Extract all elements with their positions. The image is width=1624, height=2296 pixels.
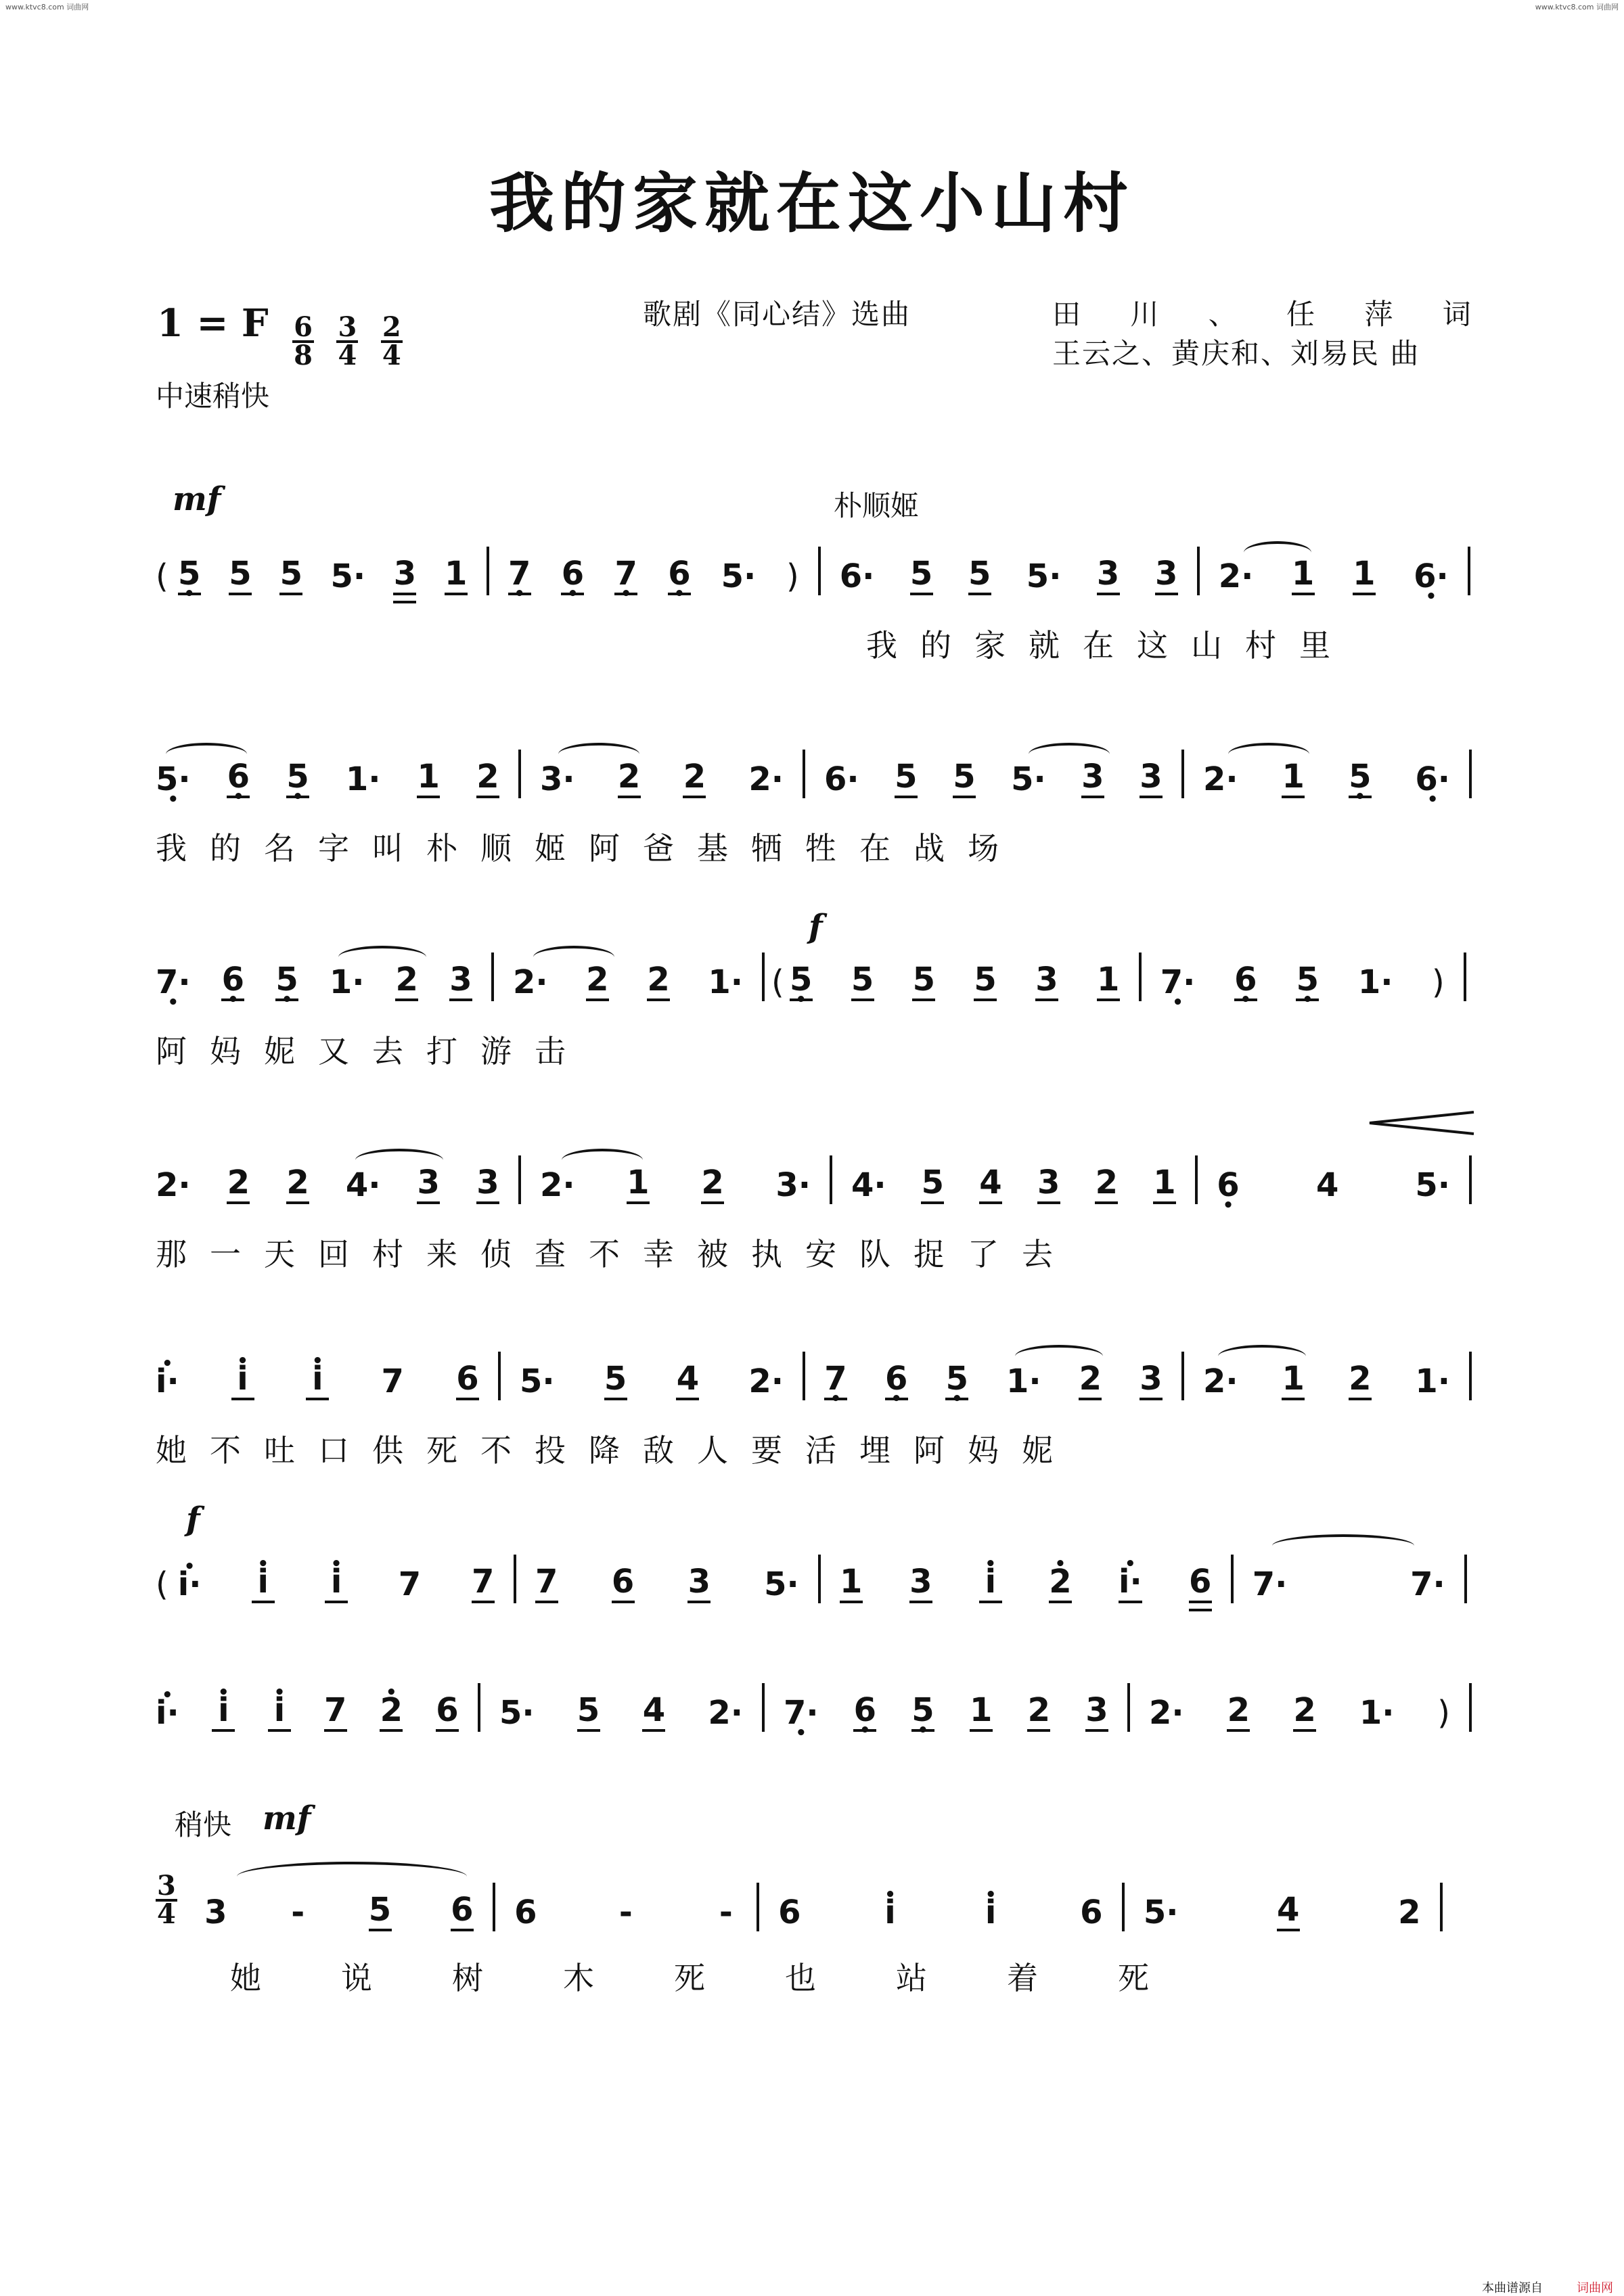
note: 2 bbox=[1095, 1164, 1118, 1204]
note: 5 • bbox=[945, 1360, 968, 1400]
bar-6-4 bbox=[1234, 1555, 1467, 1603]
repeat-paren-close: ) bbox=[1431, 963, 1445, 1001]
note: 1· bbox=[708, 963, 743, 1001]
bar-7-3 bbox=[765, 1683, 1130, 1732]
note: 1 bbox=[1097, 961, 1120, 1001]
note: • i bbox=[979, 1893, 1002, 1931]
note: 2 bbox=[476, 758, 499, 798]
bar-7-1 bbox=[156, 1683, 480, 1732]
note: 2· bbox=[748, 760, 784, 798]
song-title: 我的家就在这小山村 bbox=[489, 165, 1135, 242]
meter-3-4: $\frac{3}{4}$ bbox=[338, 311, 357, 371]
dynamic-f-2: f bbox=[186, 1500, 200, 1538]
slur bbox=[1244, 541, 1311, 564]
note: 3 bbox=[1081, 758, 1104, 798]
lyrics-row-5: 她不吐口供死不投降敌人要活埋阿妈妮 bbox=[156, 1432, 1076, 1469]
note: 2 bbox=[395, 961, 418, 1001]
note: 3 bbox=[1155, 555, 1178, 595]
note: • i bbox=[252, 1563, 275, 1603]
note: 7 • bbox=[508, 555, 531, 595]
note: 6· • bbox=[1414, 557, 1449, 595]
note: 6 bbox=[456, 1360, 479, 1400]
slur bbox=[558, 743, 639, 766]
lyrics-row-3: 阿妈妮又去打游击 bbox=[156, 1033, 589, 1070]
note: 4 bbox=[642, 1691, 665, 1732]
note: 4 bbox=[676, 1360, 699, 1400]
note: 2 bbox=[586, 961, 609, 1001]
note: 1 bbox=[1153, 1164, 1176, 1204]
note: 1 bbox=[1353, 555, 1376, 595]
note: 6 • bbox=[1234, 961, 1257, 1001]
source-opera: 歌剧《同心结》选曲 bbox=[643, 298, 911, 331]
note: 5· bbox=[721, 557, 757, 595]
note: - bbox=[719, 1893, 733, 1931]
note: 5 • bbox=[1296, 961, 1319, 1001]
note: 5· bbox=[330, 557, 366, 595]
note: 6 • bbox=[227, 758, 250, 798]
note: 2· bbox=[1203, 760, 1238, 798]
note: 5 • bbox=[911, 1691, 934, 1732]
note: 1 bbox=[1292, 555, 1315, 595]
note: • i bbox=[879, 1893, 902, 1931]
note: 5 bbox=[910, 555, 933, 595]
repeat-paren-close: ) bbox=[786, 557, 799, 595]
lyricists: 田 川 、 任 萍 词 bbox=[1052, 298, 1491, 331]
note: 2 bbox=[1349, 1360, 1372, 1400]
footer-site: 词曲网 bbox=[1577, 2281, 1613, 2295]
note: - bbox=[291, 1893, 305, 1931]
note: 2 bbox=[1227, 1691, 1250, 1732]
note: • i· bbox=[1119, 1563, 1142, 1603]
note: 7 bbox=[381, 1362, 404, 1400]
bar-3-4 bbox=[1142, 952, 1466, 1001]
bar-5-2 bbox=[501, 1352, 805, 1400]
note: 6 • bbox=[853, 1691, 876, 1732]
note: 5 bbox=[953, 758, 976, 798]
note: 5 bbox=[921, 1164, 944, 1204]
slur bbox=[562, 1149, 643, 1172]
lyrics-row-2: 我的名字叫朴顺姬阿爸基牺牲在战场 bbox=[156, 830, 1022, 867]
note: 3 bbox=[449, 961, 472, 1001]
slur bbox=[1029, 743, 1110, 766]
note: 7 bbox=[535, 1563, 558, 1603]
slur bbox=[1228, 743, 1309, 766]
note: 7· bbox=[1252, 1565, 1288, 1603]
note: 3 bbox=[204, 1893, 227, 1931]
slur bbox=[533, 946, 614, 969]
note: 7 bbox=[398, 1565, 422, 1603]
meter-6-8: $\frac{6}{8}$ bbox=[294, 311, 313, 371]
note: 2 bbox=[701, 1164, 724, 1204]
slur bbox=[1272, 1534, 1414, 1557]
dynamic-mf: mf bbox=[173, 480, 221, 518]
note: 7· • bbox=[784, 1694, 819, 1732]
note: 6 • bbox=[668, 555, 691, 595]
meter-3-4: $\frac{3}{4}$ bbox=[157, 1870, 176, 1930]
note: 2· bbox=[156, 1166, 191, 1204]
bar-1-2 bbox=[489, 547, 821, 595]
score-row-6 bbox=[156, 1556, 1475, 1603]
note: 2· bbox=[708, 1694, 743, 1732]
note: 6 bbox=[1080, 1893, 1103, 1931]
note: 3 bbox=[393, 555, 416, 595]
bar-3-1 bbox=[156, 952, 494, 1001]
note: 6· bbox=[824, 760, 859, 798]
bar-7-2 bbox=[480, 1683, 765, 1732]
lyrics-row-8: 她说树木死也站着死 bbox=[230, 1960, 1229, 1996]
note: 1 bbox=[840, 1563, 863, 1603]
lyrics-row-4: 那一天回村来侦查不幸被执安队捉了去 bbox=[156, 1236, 1076, 1272]
bar-2-3 bbox=[805, 750, 1184, 798]
note: 2 bbox=[286, 1164, 309, 1204]
note: 5· bbox=[764, 1565, 799, 1603]
note: 2 bbox=[227, 1164, 250, 1204]
note: 6 bbox=[436, 1691, 459, 1732]
score-row-7 bbox=[156, 1684, 1475, 1732]
note: 5· • bbox=[156, 760, 191, 798]
meter-2-4: $\frac{2}{4}$ bbox=[382, 311, 401, 371]
note: 2· bbox=[513, 963, 548, 1001]
note: 3· bbox=[540, 760, 575, 798]
note: • i bbox=[979, 1563, 1002, 1603]
note: 1 bbox=[417, 758, 440, 798]
note: 3 bbox=[476, 1164, 499, 1204]
note: 3 bbox=[1085, 1691, 1108, 1732]
note: 3 bbox=[1140, 1360, 1163, 1400]
bar-4-4 bbox=[1198, 1155, 1472, 1204]
note: • i bbox=[325, 1563, 348, 1603]
bar-1-4 bbox=[1200, 547, 1470, 595]
note: 4 bbox=[1277, 1891, 1300, 1931]
note: 2· bbox=[748, 1362, 784, 1400]
lyrics-row-1: 我的家就在这山村里 bbox=[866, 627, 1353, 664]
note: 6 • bbox=[1217, 1166, 1240, 1204]
note: 6 bbox=[451, 1891, 474, 1931]
repeat-paren-open: ( bbox=[771, 963, 784, 1001]
note: 5· bbox=[1011, 760, 1046, 798]
note: 6 bbox=[778, 1893, 801, 1931]
note: • i bbox=[231, 1360, 254, 1400]
slur bbox=[355, 1149, 443, 1172]
repeat-paren-open: ( bbox=[156, 1565, 168, 1603]
note: 5· bbox=[1415, 1166, 1450, 1204]
bar-4-1 bbox=[156, 1155, 521, 1204]
note: 7 bbox=[472, 1563, 495, 1603]
note: 5· bbox=[1026, 557, 1062, 595]
note: 5 bbox=[577, 1691, 600, 1732]
note: 1 bbox=[445, 555, 468, 595]
note: 5 bbox=[974, 961, 997, 1001]
note: 2 bbox=[1027, 1691, 1050, 1732]
note: 3 bbox=[1037, 1164, 1060, 1204]
note: 6 bbox=[1189, 1563, 1212, 1603]
note: 5 • bbox=[178, 555, 201, 595]
note: 1· bbox=[1006, 1362, 1041, 1400]
note: 7· • bbox=[156, 963, 191, 1001]
note: • 2 bbox=[1049, 1563, 1072, 1603]
note: 6· • bbox=[1415, 760, 1450, 798]
note: 2 bbox=[1293, 1691, 1316, 1732]
repeat-paren-close: ) bbox=[1437, 1694, 1450, 1732]
note: 6 • bbox=[561, 555, 584, 595]
corner-watermark-right: www.ktvc8.com 词曲网 bbox=[1535, 3, 1619, 12]
bar-1-3 bbox=[821, 547, 1200, 595]
note: 5· bbox=[499, 1694, 535, 1732]
note: 3 bbox=[1035, 961, 1058, 1001]
key-label: 1 = F bbox=[157, 301, 269, 346]
note: • i bbox=[212, 1691, 235, 1732]
tempo-change-label: 稍快 bbox=[175, 1808, 232, 1841]
note: 2· bbox=[1218, 557, 1254, 595]
note: 4 bbox=[1315, 1166, 1339, 1204]
note: 3 bbox=[1097, 555, 1120, 595]
note: 1 bbox=[627, 1164, 650, 1204]
bar-4-3 bbox=[832, 1155, 1198, 1204]
note: 1 bbox=[1282, 1360, 1305, 1400]
note: 5· bbox=[1143, 1893, 1179, 1931]
note: 3 bbox=[687, 1563, 710, 1603]
note: 5 • bbox=[275, 961, 298, 1001]
note: 5 bbox=[369, 1891, 392, 1931]
note: • i bbox=[306, 1360, 329, 1400]
bar-8-4 bbox=[1125, 1883, 1443, 1931]
note: 1· bbox=[1359, 1694, 1395, 1732]
bar-5-1 bbox=[156, 1352, 501, 1400]
note: 7 bbox=[324, 1691, 347, 1732]
tempo-marking: 中速稍快 bbox=[156, 380, 270, 413]
composers: 王云之、黄庆和、刘易民 曲 bbox=[1052, 337, 1420, 370]
score-row-4 bbox=[156, 1157, 1475, 1204]
note: 5 bbox=[604, 1360, 627, 1400]
note: • i· bbox=[178, 1565, 202, 1603]
note: 7 • bbox=[824, 1360, 847, 1400]
bar-5-3 bbox=[805, 1352, 1184, 1400]
slur bbox=[166, 743, 247, 766]
note: 2· bbox=[540, 1166, 575, 1204]
footer-source: 本曲谱源自 bbox=[1482, 2281, 1543, 2295]
note: 5 bbox=[895, 758, 918, 798]
note: 5 • bbox=[1349, 758, 1372, 798]
bar-6-1 bbox=[178, 1555, 516, 1603]
note: • i· bbox=[156, 1362, 179, 1400]
note: 2 bbox=[1079, 1360, 1102, 1400]
note: 3 bbox=[1140, 758, 1163, 798]
bar-8-2 bbox=[495, 1883, 759, 1931]
note: • i· bbox=[156, 1694, 179, 1732]
note: 5 bbox=[851, 961, 874, 1001]
note: • i bbox=[268, 1691, 291, 1732]
bar-2-4 bbox=[1184, 750, 1472, 798]
note: 7· bbox=[1410, 1565, 1445, 1603]
bar-8-3 bbox=[759, 1883, 1125, 1931]
bar-1-1 bbox=[178, 547, 489, 595]
note: 5 bbox=[229, 555, 252, 595]
bar-3-3 bbox=[790, 952, 1142, 1001]
note: 2· bbox=[1203, 1362, 1238, 1400]
bar-6-2 bbox=[516, 1555, 821, 1603]
key-signature bbox=[157, 301, 403, 369]
note: 5 • bbox=[790, 961, 813, 1001]
note: 6 • bbox=[885, 1360, 908, 1400]
note: 7· • bbox=[1160, 963, 1196, 1001]
singer-label: 朴顺姬 bbox=[834, 489, 920, 522]
note: 1· bbox=[329, 963, 365, 1001]
crescendo-hairpin bbox=[1367, 1109, 1475, 1136]
note: 2 bbox=[618, 758, 641, 798]
bar-7-4 bbox=[1130, 1683, 1472, 1732]
slur bbox=[237, 1862, 467, 1891]
dynamic-mf-2: mf bbox=[263, 1799, 311, 1837]
note: 1 bbox=[1282, 758, 1305, 798]
note: 5 bbox=[968, 555, 991, 595]
corner-watermark-left: www.ktvc8.com 词曲网 bbox=[5, 3, 89, 12]
note: 6 bbox=[514, 1893, 537, 1931]
repeat-paren-open: ( bbox=[156, 557, 168, 595]
note: 2· bbox=[1149, 1694, 1184, 1732]
note: 1· bbox=[345, 760, 381, 798]
note: 2 bbox=[1398, 1893, 1421, 1931]
note: 6 • bbox=[221, 961, 244, 1001]
note: 4· bbox=[851, 1166, 886, 1204]
note: 4· bbox=[345, 1166, 381, 1204]
note: 6 bbox=[612, 1563, 635, 1603]
note: 7 • bbox=[614, 555, 637, 595]
note: 1· bbox=[1415, 1362, 1450, 1400]
bar-6-3 bbox=[821, 1555, 1234, 1603]
slur bbox=[1218, 1345, 1306, 1368]
note: 2 bbox=[647, 961, 670, 1001]
note: 6· bbox=[839, 557, 875, 595]
slur bbox=[1015, 1345, 1103, 1368]
note: 2 bbox=[683, 758, 706, 798]
note: 1 bbox=[970, 1691, 993, 1732]
slur bbox=[338, 946, 426, 969]
note: 1· bbox=[1357, 963, 1393, 1001]
note: 3 bbox=[909, 1563, 932, 1603]
note: 3· bbox=[775, 1166, 811, 1204]
note: 5 bbox=[279, 555, 302, 595]
note: • 2 bbox=[380, 1691, 403, 1732]
note: 4 bbox=[979, 1164, 1002, 1204]
note: 5· bbox=[520, 1362, 555, 1400]
note: - bbox=[618, 1893, 633, 1931]
dynamic-f: f bbox=[809, 908, 823, 946]
note: 5 • bbox=[286, 758, 309, 798]
note: 5 bbox=[912, 961, 935, 1001]
note: 3 bbox=[417, 1164, 440, 1204]
